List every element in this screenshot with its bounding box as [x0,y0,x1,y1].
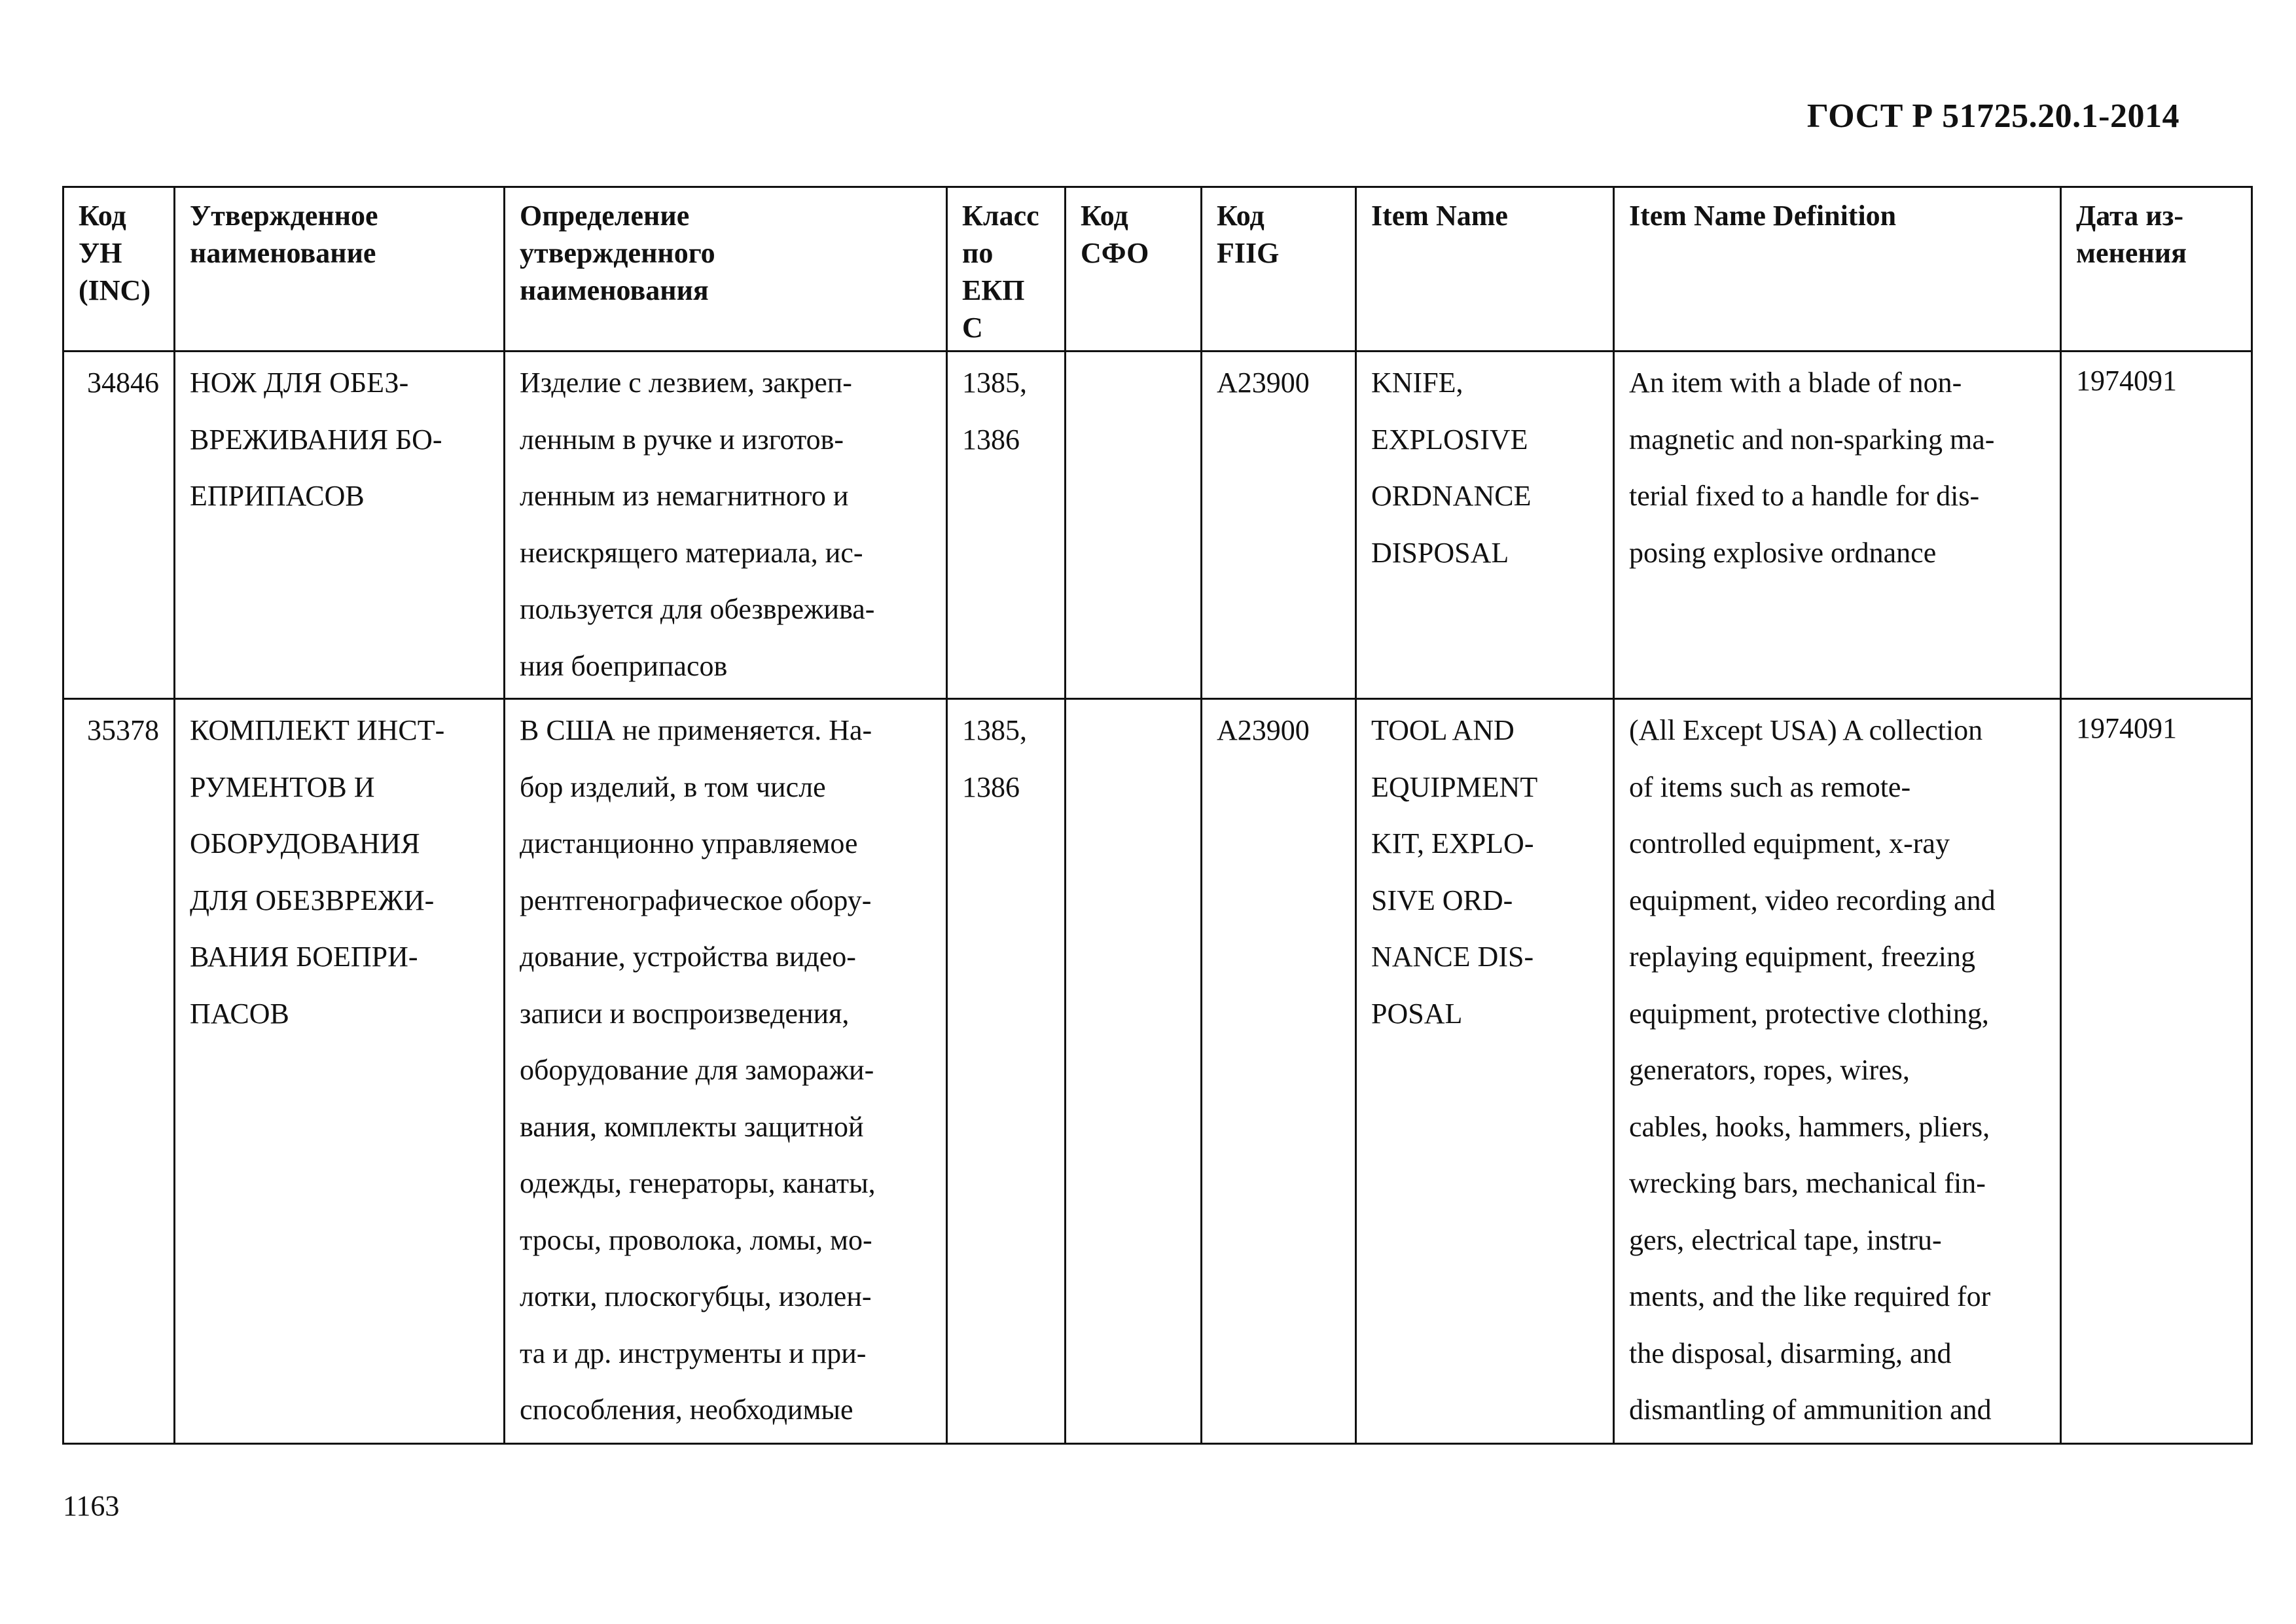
header-inc-code: Код УН (INC) [63,187,175,352]
cell-approved-name: КОМПЛЕКТ ИНСТ- РУМЕНТОВ И ОБОРУДОВАНИЯ ДЛЯ ОБЕЗВРЕЖИ- ВАНИЯ БОЕПРИ- ПАСОВ [175,699,505,1444]
cell-sfo-code [1066,352,1202,699]
cell-inc: 35378 [63,699,175,1444]
header-item-name-definition: Item Name Definition [1614,187,2061,352]
cell-change-date: 1974091 [2061,352,2252,699]
cell-fiig: A23900 [1202,699,1356,1444]
cell-definition: Изделие с лезвием, закреп- ленным в ручке и изготов- ленным из немагнитного и неискрящего материала, ис- пользуется для обезврежива- ния боеприпасов [505,352,947,699]
table-row [63,699,2252,1444]
header-class: Класс по ЕКП С [947,187,1066,352]
cell-fiig: A23900 [1202,352,1356,699]
cell-approved-name: НОЖ ДЛЯ ОБЕЗ- ВРЕЖИВАНИЯ БО- ЕПРИПАСОВ [175,352,505,699]
header-change-date: Дата из- менения [2061,187,2252,352]
header-item-name: Item Name [1356,187,1614,352]
header-sfo-code: Код СФО [1066,187,1202,352]
table-row [63,352,2252,699]
cell-item-name: TOOL AND EQUIPMENT KIT, EXPLO- SIVE ORD- NANCE DIS- POSAL [1356,699,1614,1444]
header-approved-name-definition: Определение утвержденного наименования [505,187,947,352]
cell-class: 1385, 1386 [947,699,1066,1444]
document-standard-header: ГОСТ Р 51725.20.1-2014 [1806,98,2179,135]
item-names-table [62,186,2253,1445]
header-approved-name: Утвержденное наименование [175,187,505,352]
header-fiig-code: Код FIIG [1202,187,1356,352]
cell-item-definition: An item with a blade of non- magnetic and non-sparking ma- terial fixed to a handle for dis- posing explosive ordnance [1614,352,2061,699]
table-header-row [63,187,2252,352]
cell-inc: 34846 [63,352,175,699]
cell-item-name: KNIFE, EXPLOSIVE ORDNANCE DISPOSAL [1356,352,1614,699]
cell-definition: В США не применяется. На- бор изделий, в том числе дистанционно управляемое рентгенографическое обору- дование, устройства видео- записи и воспроизведения, оборудование для заморажи- вания, комплекты защитной одежды, генераторы, канаты, тросы, проволока, ломы, мо- лотки, плоскогубцы, изолен- та и др. инструменты и при- способления, необходимые [505,699,947,1444]
cell-change-date: 1974091 [2061,699,2252,1444]
cell-class: 1385, 1386 [947,352,1066,699]
cell-sfo-code [1066,699,1202,1444]
page-number: 1163 [63,1490,120,1522]
cell-item-definition: (All Except USA) A collection of items such as remote- controlled equipment, x-ray equipment, video recording and replaying equipment, freezing equipment, protective clothing, generators, ropes, wires, cables, hooks, hammers, pliers, wrecking bars, mechanical fin- gers, electrical tape, instru- ments, and the like required for the disposal, disarming, and dismantling of ammunition and [1614,699,2061,1444]
